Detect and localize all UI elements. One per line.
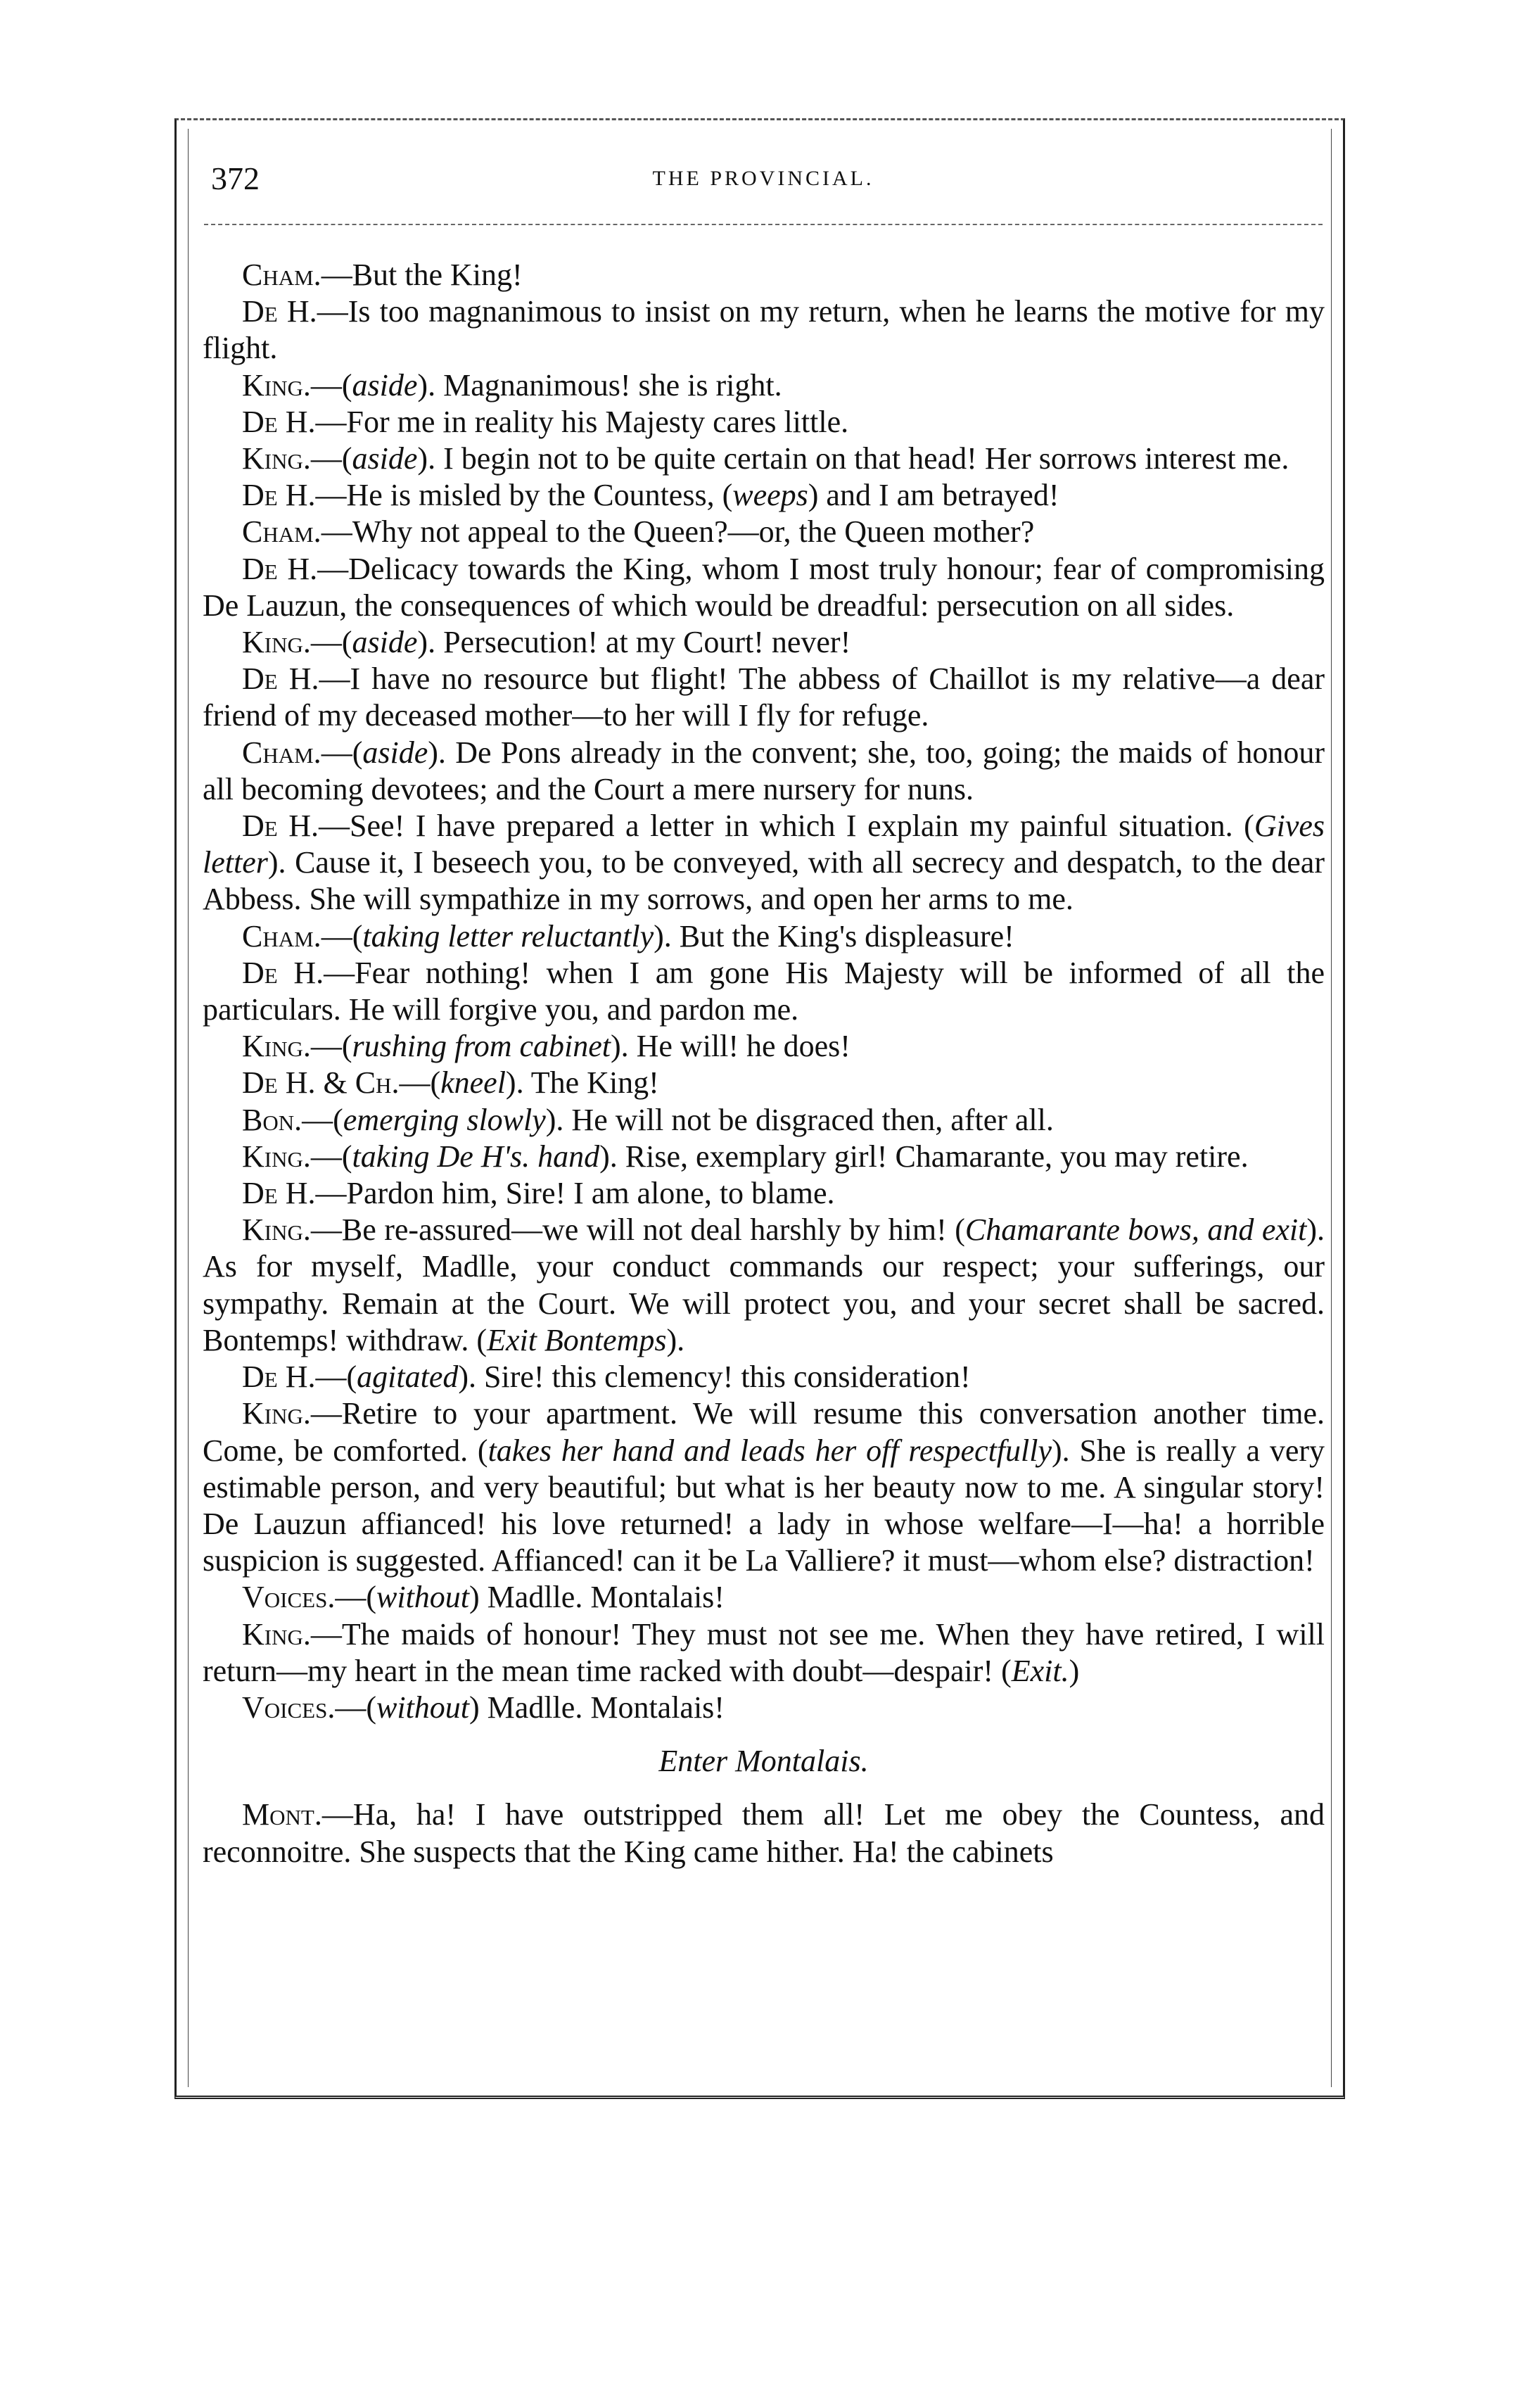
stage-direction: takes her hand and leads her off respectfully: [488, 1433, 1052, 1468]
speech-line: [203, 1102, 1325, 1139]
speech-text: —See! I have prepared a letter in which I explain my painful situation. (: [319, 809, 1254, 844]
entrance-direction: Enter Montalais.: [658, 1744, 869, 1779]
speaker-name: King.: [242, 1139, 311, 1174]
speech-text: —Delicacy towards the King, whom I most truly honour; fear of compromising De Lauzun, the consequences of which would be dreadful: persecution on all sides.: [203, 551, 1325, 623]
speech-text: —Why not appeal to the Queen?—or, the Queen mother?: [321, 514, 1035, 550]
speaker-name: De H. & Ch.: [242, 1065, 400, 1101]
stage-direction: without: [376, 1690, 470, 1725]
speaker-name: De H.: [242, 661, 319, 697]
speech-line: [203, 1616, 1325, 1690]
speech-line: [203, 735, 1325, 808]
speech-line: [203, 661, 1325, 734]
speaker-name: De H.: [242, 1176, 316, 1211]
speech-line: [203, 1028, 1325, 1065]
speech-line: [203, 1175, 1325, 1212]
speaker-name: De H.: [242, 478, 316, 513]
stage-direction: emerging slowly: [343, 1102, 546, 1137]
speech-line: [203, 551, 1325, 624]
speaker-name: De H.: [242, 955, 324, 990]
speech-text: —(: [321, 735, 363, 770]
speech-line: [203, 1212, 1325, 1359]
running-head: THE PROVINCIAL.: [652, 167, 874, 190]
speaker-name: King.: [242, 367, 311, 403]
speech-text: —Retire to your apartment. We will resume this conversation another time. Come, be comforted. (: [203, 1396, 1325, 1468]
speaker-name: De H.: [242, 294, 317, 329]
stage-direction: Gives letter: [203, 809, 1325, 880]
speech-line: [203, 955, 1325, 1028]
speaker-name: Bon.: [242, 1102, 302, 1137]
header-rule: [204, 224, 1323, 225]
speech-text: —(: [310, 367, 352, 403]
speaker-name: King.: [242, 1396, 311, 1431]
speaker-name: King.: [242, 1616, 311, 1652]
speech-text: —(: [310, 1139, 352, 1174]
speaker-name: King.: [242, 1029, 311, 1064]
speech-line: [203, 1690, 1325, 1726]
speech-text: —(: [302, 1102, 343, 1137]
speech-line: [203, 1797, 1325, 1870]
speech-text: —Ha, ha! I have outstripped them all! Let me obey the Countess, and reconnoitre. She suspects that the King came hither. Ha! the cabinets: [203, 1797, 1325, 1869]
speech-text: ). Magnanimous! she is right.: [417, 367, 782, 403]
speech-text: ) Madlle. Montalais!: [469, 1580, 725, 1615]
stage-direction: taking letter reluctantly: [362, 918, 654, 953]
page-header: [204, 151, 1323, 215]
page-number: 372: [211, 160, 260, 196]
speaker-name: Cham.: [242, 918, 321, 953]
speech-text: —Is too magnanimous to insist on my return, when he learns the motive for my flight.: [203, 294, 1325, 366]
stage-direction: aside: [352, 367, 418, 403]
speaker-name: Cham.: [242, 735, 321, 770]
speaker-name: King.: [242, 625, 311, 660]
speaker-name: De H.: [242, 1360, 316, 1395]
speech-line: [203, 918, 1325, 955]
speech-text: —Pardon him, Sire! I am alone, to blame.: [315, 1176, 835, 1211]
speech-text: —(: [310, 1029, 352, 1064]
stage-direction: aside: [352, 441, 418, 476]
speech-text: ): [1069, 1653, 1080, 1688]
speech-line: [203, 1395, 1325, 1579]
speaker-name: Cham.: [242, 258, 321, 292]
speech-text: ). The King!: [505, 1065, 659, 1101]
speaker-name: De H.: [242, 404, 316, 439]
speech-text: —Be re-assured—we will not deal harshly by him! (: [310, 1212, 965, 1248]
speech-text: —(: [335, 1690, 376, 1725]
speech-text: —(: [310, 625, 352, 660]
stage-direction: kneel: [440, 1065, 506, 1101]
speech-line: [203, 624, 1325, 661]
speech-text: ). But the King's displeasure!: [654, 918, 1014, 953]
speaker-name: De H.: [242, 809, 319, 844]
speaker-name: Voices.: [242, 1690, 336, 1725]
stage-direction: Exit Bontemps: [487, 1322, 667, 1357]
speech-text: —But the King!: [321, 258, 523, 292]
speech-text: ). He will not be disgraced then, after all.: [545, 1102, 1054, 1137]
speech-text: —(: [321, 918, 363, 953]
speaker-name: De H.: [242, 551, 318, 586]
speech-text: ). He will! he does!: [611, 1029, 851, 1064]
speech-line: [203, 514, 1325, 550]
stage-direction: aside: [362, 735, 428, 770]
speech-text: —(: [335, 1580, 376, 1615]
speech-text: —The maids of honour! They must not see me. When they have retired, I will return—my heart in the mean time racked with doubt—despair! (: [203, 1616, 1325, 1688]
stage-direction: Exit.: [1011, 1653, 1069, 1688]
stage-direction: without: [376, 1580, 470, 1615]
speech-text: ). Sire! this clemency! this consideration!: [458, 1360, 971, 1395]
speech-text: —(: [399, 1065, 441, 1101]
speaker-name: King.: [242, 441, 311, 476]
speech-text: ). Persecution! at my Court! never!: [417, 625, 851, 660]
stage-direction: agitated: [357, 1360, 459, 1395]
speech-line: [203, 1359, 1325, 1395]
speech-text: ) and I am betrayed!: [808, 478, 1059, 513]
speech-text: —He is misled by the Countess, (: [315, 478, 733, 513]
speech-line: [203, 477, 1325, 514]
speech-line: [203, 1065, 1325, 1101]
stage-direction: aside: [352, 625, 418, 660]
stage-direction: rushing from cabinet: [352, 1029, 611, 1064]
speech-text: —(: [310, 441, 352, 476]
speech-text: ) Madlle. Montalais!: [469, 1690, 725, 1725]
speaker-name: Mont.: [242, 1797, 322, 1832]
speech-line: [203, 293, 1325, 367]
speech-line: [203, 1579, 1325, 1616]
speaker-name: Cham.: [242, 514, 321, 550]
speech-text: ). De Pons already in the convent; she, too, going; the maids of honour all becoming devotees; and the Court a mere nursery for nuns.: [203, 735, 1325, 806]
speaker-name: King.: [242, 1212, 311, 1248]
speech-line: [203, 808, 1325, 918]
speech-text: ). Rise, exemplary girl! Chamarante, you may retire.: [599, 1139, 1249, 1174]
stage-direction: weeps: [732, 478, 808, 513]
speech-text: ). Cause it, I beseech you, to be conveyed, with all secrecy and despatch, to the dear Abbess. She will sympathize in my sorrows, and open her arms to me.: [203, 845, 1325, 917]
speech-text: —I have no resource but flight! The abbess of Chaillot is my relative—a dear friend of my deceased mother—to her will I fly for refuge.: [203, 661, 1325, 733]
speaker-name: Voices.: [242, 1580, 336, 1615]
stage-direction: Chamarante bows, and exit: [964, 1212, 1307, 1248]
speech-text: —Fear nothing! when I am gone His Majesty will be informed of all the particulars. He will forgive you, and pardon me.: [203, 955, 1325, 1027]
speech-text: —(: [315, 1360, 357, 1395]
speech-line: [203, 257, 1325, 293]
speech-text: ). I begin not to be quite certain on that head! Her sorrows interest me.: [417, 441, 1289, 476]
speech-line: [203, 1139, 1325, 1175]
speech-text: ). As for myself, Madlle, your conduct commands our respect; your sufferings, our sympathy. Remain at the Court. We will protect you, and your secret shall be sacred. Bontemps! withdraw. (: [203, 1212, 1325, 1357]
play-text: [203, 257, 1325, 1870]
speech-text: —For me in reality his Majesty cares little.: [315, 404, 849, 439]
speech-line: [203, 441, 1325, 477]
stage-direction: taking De H's. hand: [352, 1139, 600, 1174]
speech-text: ). She is really a very estimable person, and very beautiful; but what is her beauty now to me. A singular story! De Lauzun affianced! his love returned! a lady in whose welfare—I—ha! a horrible suspicion is suggested. Affianced! can it be La Valliere? it must—whom else? distraction!: [203, 1433, 1325, 1578]
speech-text: ).: [666, 1322, 685, 1357]
speech-line: [203, 367, 1325, 404]
speech-line: [203, 404, 1325, 441]
